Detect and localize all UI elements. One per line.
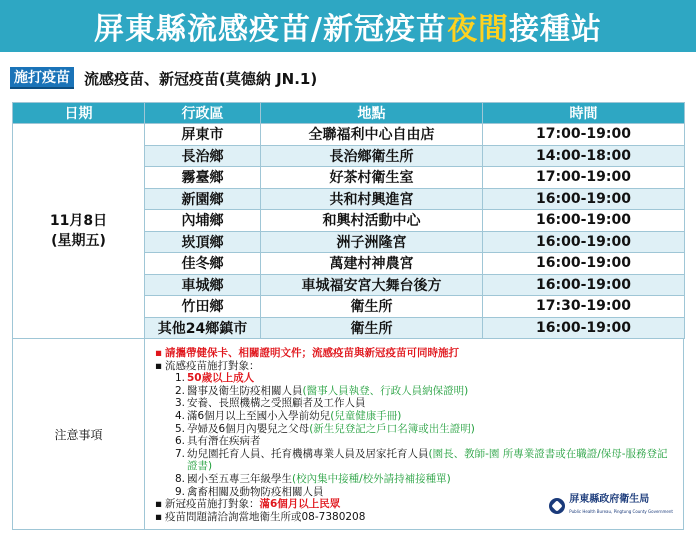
flu-target-item: 9. 禽畜相關及動物防疫相關人員 [175, 485, 324, 498]
place-cell: 好茶村衛生室 [261, 167, 483, 189]
time-cell: 17:30-19:00 [483, 296, 685, 318]
flu-targets-title: ▪ 流感疫苗施打對象： [155, 359, 260, 372]
time-cell: 14:00-18:00 [483, 145, 685, 167]
district-cell: 車城鄉 [145, 274, 261, 296]
district-cell: 內埔鄉 [145, 210, 261, 232]
place-cell: 衛生所 [261, 317, 483, 339]
flu-target-item: 6. 具有潛在疾病者 [175, 435, 261, 448]
flu-target-item: 3. 安養、長照機構之受照顧者及工作人員 [175, 397, 366, 410]
title-part1: 屏東縣流感疫苗/新冠疫苗 [94, 12, 447, 47]
bureau-emblem-icon [549, 498, 565, 514]
covid-targets: ▪ 新冠疫苗施打對象： 滿6個月以上民眾 [155, 498, 341, 511]
header-time: 時間 [483, 103, 685, 124]
time-cell: 16:00-19:00 [483, 188, 685, 210]
flu-target-item: 2. 醫事及衛生防疫相關人員(醫事人員執登、行政人員納保證明) [175, 384, 469, 397]
notes-label: 注意事項 [13, 339, 145, 529]
bring-text: 請攜帶健保卡、相關證明文件；流感疫苗與新冠疫苗可同時施打 [165, 347, 459, 359]
time-cell: 17:00-19:00 [483, 167, 685, 189]
flu-target-item: 8. 國小至五專三年級學生(校內集中接種/校外請持補接種單) [175, 472, 451, 485]
flu-target-item: 4. 滿6個月以上至國小入學前幼兒(兒童健康手冊) [175, 409, 402, 422]
district-cell: 崁頂鄉 [145, 231, 261, 253]
title-part2: 接種站 [508, 12, 602, 47]
time-cell: 16:00-19:00 [483, 210, 685, 232]
district-cell: 霧臺鄉 [145, 167, 261, 189]
health-bureau-logo [549, 494, 673, 519]
page-title [0, 0, 696, 52]
vaccine-row [10, 66, 317, 90]
district-cell: 屏東市 [145, 124, 261, 146]
place-cell: 洲子洲隆宮 [261, 231, 483, 253]
vaccine-text: 流感疫苗、新冠疫苗(莫德納 JN.1) [84, 69, 318, 88]
district-cell: 新園鄉 [145, 188, 261, 210]
vaccine-tag: 施打疫苗 [10, 67, 74, 89]
date-cell [13, 124, 145, 339]
date-line2: (星期五) [51, 233, 106, 249]
header-date: 日期 [13, 103, 145, 124]
place-cell: 共和村興進宮 [261, 188, 483, 210]
flu-target-item: 7. 幼兒園托育人員、托育機構專業人員及居家托育人員(園長、教師-園 所專業證書或在職證/保母-服務登記證書) [175, 447, 668, 473]
title-highlight: 夜間 [446, 12, 509, 47]
notes-section [12, 338, 684, 530]
time-cell: 16:00-19:00 [483, 274, 685, 296]
district-cell: 竹田鄉 [145, 296, 261, 318]
schedule-table [12, 102, 685, 339]
flu-target-item: 5. 孕婦及6個月內嬰兒之父母(新生兒登記之戶口名簿或出生證明) [175, 422, 475, 435]
place-cell: 車城福安宮大舞台後方 [261, 274, 483, 296]
notes-body [145, 339, 683, 529]
time-cell: 16:00-19:00 [483, 253, 685, 275]
header-place: 地點 [261, 103, 483, 124]
flu-target-item: 1. 50歲以上成人 [175, 372, 255, 385]
place-cell: 和興村活動中心 [261, 210, 483, 232]
covid-red: 滿6個月以上民眾 [259, 498, 341, 511]
place-cell: 全聯福利中心自由店 [261, 124, 483, 146]
place-cell: 長治鄉衛生所 [261, 145, 483, 167]
place-cell: 萬建村神農宮 [261, 253, 483, 275]
bring-note: ▪ 請攜帶健保卡、相關證明文件；流感疫苗與新冠疫苗可同時施打 [155, 347, 459, 359]
district-cell: 其他24鄉鎮市 [145, 317, 261, 339]
header-district: 行政區 [145, 103, 261, 124]
place-cell: 衛生所 [261, 296, 483, 318]
district-cell: 佳冬鄉 [145, 253, 261, 275]
table-row [13, 124, 685, 146]
time-cell: 16:00-19:00 [483, 317, 685, 339]
logo-cn: 屏東縣政府衛生局 [569, 493, 650, 505]
logo-en: Public Health Bureau, Pingtung County Government [569, 509, 673, 515]
date-line1: 11月8日 [49, 213, 108, 229]
time-cell: 16:00-19:00 [483, 231, 685, 253]
time-cell: 17:00-19:00 [483, 124, 685, 146]
table-header-row [13, 103, 685, 124]
district-cell: 長治鄉 [145, 145, 261, 167]
contact-note: ▪ 疫苗問題請洽詢當地衛生所或08-7380208 [155, 510, 366, 523]
